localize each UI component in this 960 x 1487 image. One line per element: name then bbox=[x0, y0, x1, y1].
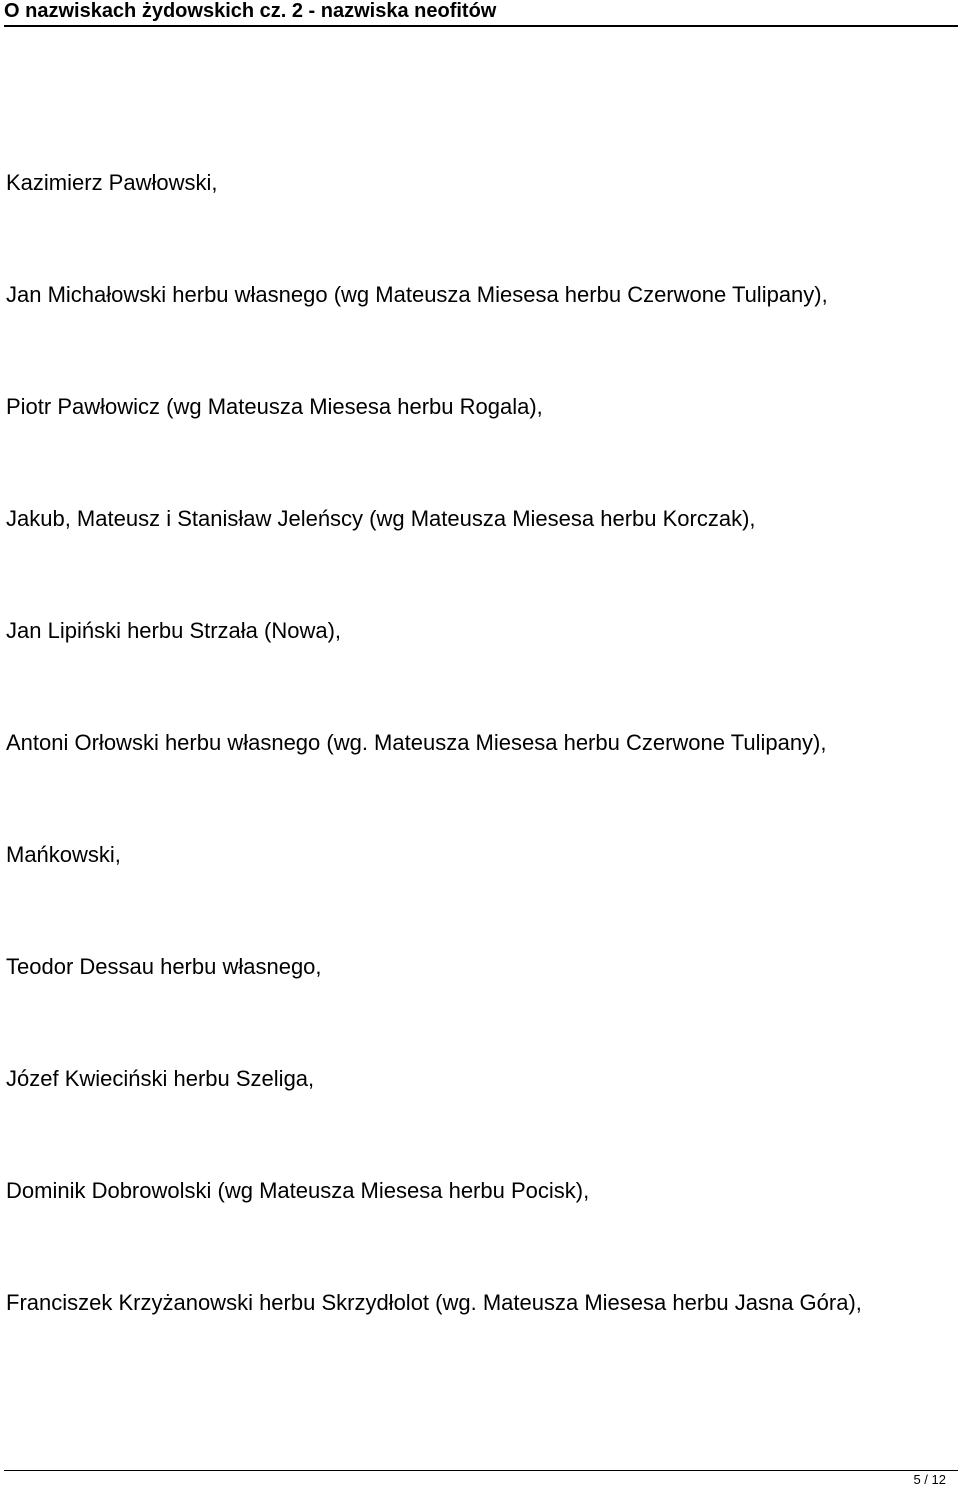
list-item: Jan Lipiński herbu Strzała (Nowa), bbox=[6, 618, 342, 643]
header-divider bbox=[4, 25, 958, 27]
list-item: Józef Kwieciński herbu Szeliga, bbox=[6, 1066, 315, 1091]
list-item: Antoni Orłowski herbu własnego (wg. Mateusza Miesesa herbu Czerwone Tulipany), bbox=[6, 730, 827, 755]
page-number: 5 / 12 bbox=[913, 1472, 946, 1487]
list-item: Piotr Pawłowicz (wg Mateusza Miesesa herbu Rogala), bbox=[6, 394, 543, 419]
list-item: Teodor Dessau herbu własnego, bbox=[6, 954, 322, 979]
list-item: Dominik Dobrowolski (wg Mateusza Miesesa herbu Pocisk), bbox=[6, 1178, 590, 1203]
list-item: Kazimierz Pawłowski, bbox=[6, 170, 218, 195]
list-item: Franciszek Krzyżanowski herbu Skrzydłolot (wg. Mateusza Miesesa herbu Jasna Góra), bbox=[6, 1290, 862, 1315]
page-title: O nazwiskach żydowskich cz. 2 - nazwiska neofitów bbox=[4, 0, 497, 22]
list-item: Jakub, Mateusz i Stanisław Jeleńscy (wg Mateusza Miesesa herbu Korczak), bbox=[6, 506, 756, 531]
list-item: Jan Michałowski herbu własnego (wg Mateusza Miesesa herbu Czerwone Tulipany), bbox=[6, 282, 828, 307]
footer-divider bbox=[4, 1470, 958, 1471]
list-item: Mańkowski, bbox=[6, 842, 121, 867]
